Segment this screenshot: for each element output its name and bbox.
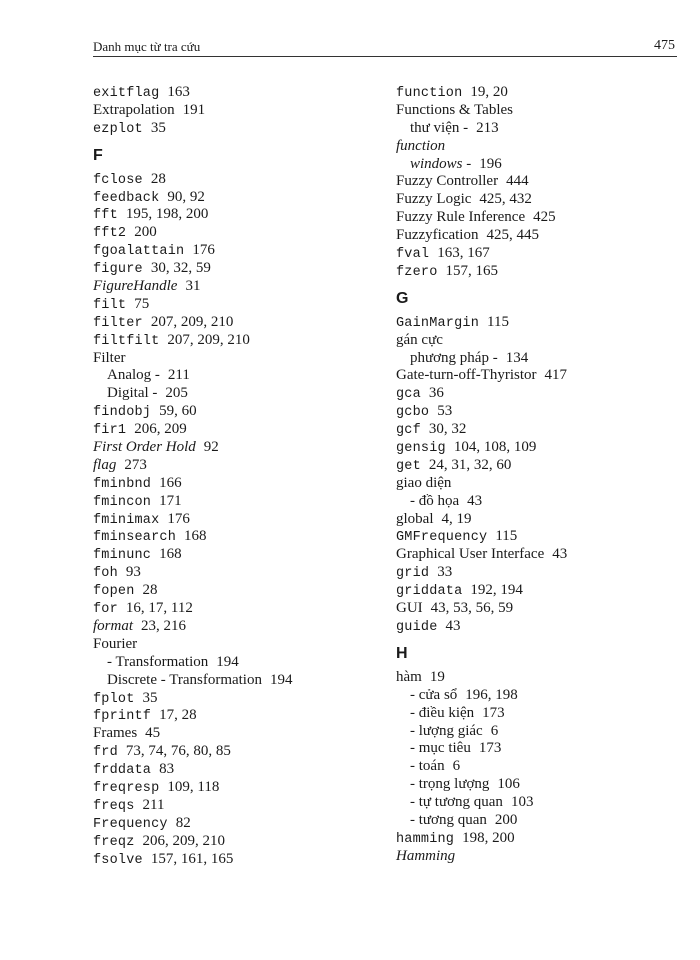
index-column-right bbox=[396, 83, 686, 865]
index-term: Fuzzyfication bbox=[396, 227, 479, 244]
index-page-refs: 19, 20 bbox=[470, 84, 508, 100]
index-term: feedback bbox=[93, 190, 160, 206]
index-page-refs: 173 bbox=[482, 704, 505, 721]
index-entry bbox=[93, 170, 383, 188]
index-term: freqz bbox=[93, 834, 135, 850]
index-entry bbox=[93, 563, 383, 581]
index-page-refs: 30, 32 bbox=[428, 421, 467, 438]
index-entry bbox=[93, 689, 383, 707]
index-page-refs: 194 bbox=[269, 671, 293, 688]
index-page-refs: 35 bbox=[142, 689, 158, 706]
index-term: fzero bbox=[396, 264, 438, 280]
index-entry bbox=[93, 653, 383, 671]
index-term: - cửa sổ bbox=[410, 686, 458, 703]
index-entry bbox=[396, 313, 686, 331]
index-page-refs: 425 bbox=[533, 209, 556, 226]
index-page-refs: 17, 28 bbox=[159, 707, 197, 724]
index-term: ezplot bbox=[93, 121, 143, 137]
index-page-refs: 191 bbox=[182, 101, 206, 118]
index-entry bbox=[396, 438, 686, 456]
index-entry bbox=[396, 847, 686, 865]
index-entry bbox=[93, 527, 383, 545]
index-page-refs: 35 bbox=[150, 119, 166, 136]
index-page-refs: 166 bbox=[159, 474, 182, 491]
index-term: Filter bbox=[93, 349, 126, 366]
index-term: gensig bbox=[396, 441, 446, 457]
index-page-refs: 211 bbox=[142, 796, 165, 813]
index-entry bbox=[396, 563, 686, 581]
index-page-refs: 206, 209 bbox=[134, 421, 187, 438]
index-entry bbox=[93, 295, 383, 313]
index-page-refs: 31 bbox=[185, 278, 201, 295]
index-term: hàm bbox=[396, 668, 422, 685]
index-page-refs: 163 bbox=[167, 84, 190, 100]
index-term: Graphical User Interface bbox=[396, 546, 545, 563]
index-term: Frequency bbox=[93, 816, 168, 832]
index-page-refs: 23, 216 bbox=[141, 617, 187, 634]
index-page-refs: 115 bbox=[487, 313, 509, 330]
index-entry bbox=[396, 172, 686, 190]
index-entry bbox=[93, 617, 383, 635]
index-page-refs: 198, 200 bbox=[462, 829, 515, 846]
index-entry bbox=[93, 545, 383, 563]
index-term: frd bbox=[93, 745, 118, 761]
index-entry bbox=[396, 545, 686, 563]
index-entry bbox=[396, 331, 686, 349]
index-term: gcf bbox=[396, 423, 421, 439]
index-page-refs: 173 bbox=[478, 740, 502, 757]
index-entry bbox=[93, 474, 383, 492]
index-term: fminunc bbox=[93, 548, 152, 564]
index-page-refs: 75 bbox=[134, 295, 150, 312]
index-column-left bbox=[93, 83, 383, 867]
index-entry bbox=[93, 850, 383, 868]
index-entry bbox=[396, 244, 686, 262]
index-entry bbox=[396, 190, 686, 208]
index-term: phương pháp - bbox=[410, 349, 498, 366]
index-entry bbox=[396, 793, 686, 811]
index-page-refs: 109, 118 bbox=[167, 778, 220, 795]
index-page-refs: 205 bbox=[165, 385, 188, 402]
index-term: FigureHandle bbox=[93, 278, 178, 295]
index-term: Frames bbox=[93, 725, 138, 742]
index-page-refs: 157, 161, 165 bbox=[150, 850, 234, 867]
index-entry bbox=[93, 778, 383, 796]
index-term: Discrete - Transformation bbox=[107, 671, 262, 688]
index-page-refs: 19 bbox=[429, 668, 445, 685]
index-page-refs: 28 bbox=[150, 170, 166, 187]
index-term: get bbox=[396, 458, 421, 474]
index-page-refs: 192, 194 bbox=[470, 582, 523, 599]
index-term: Digital - bbox=[107, 385, 158, 402]
index-entry bbox=[93, 241, 383, 259]
index-term: - điều kiện bbox=[410, 704, 475, 721]
index-entry bbox=[93, 205, 383, 223]
index-entry bbox=[396, 420, 686, 438]
index-page-refs: 115 bbox=[495, 528, 518, 545]
index-term: function bbox=[396, 86, 463, 101]
index-term: Fourier bbox=[93, 635, 138, 652]
index-entry bbox=[93, 313, 383, 331]
index-page-refs: 194 bbox=[216, 653, 239, 670]
index-entry bbox=[93, 402, 383, 420]
index-entry bbox=[396, 83, 686, 101]
index-term: global bbox=[396, 510, 434, 527]
index-letter-heading: F bbox=[93, 146, 103, 164]
index-page-refs: 4, 19 bbox=[441, 510, 472, 527]
index-page-refs: 6 bbox=[452, 758, 461, 775]
index-term: fplot bbox=[93, 691, 135, 707]
index-term: hamming bbox=[396, 831, 455, 847]
index-entry bbox=[93, 438, 383, 456]
index-entry bbox=[93, 671, 383, 689]
index-entry bbox=[93, 331, 383, 349]
index-term: Analog - bbox=[107, 367, 160, 384]
index-entry bbox=[93, 101, 383, 119]
index-term: GMFrequency bbox=[396, 530, 488, 546]
index-page-refs: 92 bbox=[203, 439, 219, 456]
index-entry bbox=[396, 757, 686, 775]
index-term: filtfilt bbox=[93, 333, 160, 349]
index-term: fft2 bbox=[93, 226, 127, 242]
index-term: Hamming bbox=[396, 847, 456, 864]
index-term: for bbox=[93, 602, 118, 618]
index-entry bbox=[93, 742, 383, 760]
index-entry bbox=[396, 456, 686, 474]
index-term: Fuzzy Controller bbox=[396, 173, 499, 190]
index-entry bbox=[396, 510, 686, 528]
index-entry bbox=[396, 829, 686, 847]
index-page-refs: 200 bbox=[134, 224, 157, 241]
index-page-refs: 207, 209, 210 bbox=[167, 331, 250, 348]
index-page-refs: 168 bbox=[159, 546, 182, 563]
index-page-refs: 45 bbox=[145, 725, 161, 742]
index-entry bbox=[396, 155, 686, 173]
index-entry bbox=[93, 223, 383, 241]
index-page-refs: 211 bbox=[167, 367, 190, 384]
index-entry bbox=[396, 739, 686, 757]
index-entry bbox=[396, 262, 686, 280]
index-entry bbox=[93, 384, 383, 402]
index-term: filter bbox=[93, 315, 143, 331]
index-entry bbox=[396, 384, 686, 402]
index-term: guide bbox=[396, 619, 438, 635]
index-term: fminbnd bbox=[93, 476, 152, 492]
index-term: fval bbox=[396, 247, 430, 263]
index-entry bbox=[93, 366, 383, 384]
index-entry bbox=[93, 760, 383, 778]
index-page-refs: 106 bbox=[497, 776, 520, 793]
index-term: function bbox=[396, 137, 446, 154]
index-entry bbox=[93, 599, 383, 617]
index-entry bbox=[93, 119, 383, 137]
index-entry bbox=[396, 101, 686, 119]
index-page-refs: 6 bbox=[490, 722, 499, 739]
index-term: grid bbox=[396, 566, 430, 582]
index-term: format bbox=[93, 617, 134, 634]
index-term: frddata bbox=[93, 763, 152, 779]
index-term: - toán bbox=[410, 758, 445, 775]
index-page-refs: 206, 209, 210 bbox=[142, 832, 226, 849]
index-page-refs: 417 bbox=[544, 367, 568, 384]
index-entry bbox=[93, 277, 383, 295]
index-entry bbox=[93, 796, 383, 814]
index-term: freqs bbox=[93, 798, 135, 814]
index-term: fsolve bbox=[93, 852, 143, 868]
index-entry bbox=[93, 706, 383, 724]
page-number: 475 bbox=[654, 38, 675, 53]
index-term: - lượng giác bbox=[410, 722, 483, 739]
index-entry bbox=[93, 832, 383, 850]
index-page-refs: 213 bbox=[476, 119, 499, 136]
index-term: fmincon bbox=[93, 494, 152, 510]
index-page-refs: 16, 17, 112 bbox=[125, 600, 193, 617]
index-page-refs: 103 bbox=[510, 794, 534, 811]
index-entry bbox=[396, 775, 686, 793]
header-title: Danh mục từ tra cứu bbox=[93, 39, 201, 54]
index-entry bbox=[396, 226, 686, 244]
index-page-refs: 43 bbox=[467, 492, 483, 509]
index-term: GUI bbox=[396, 600, 423, 617]
index-term: filt bbox=[93, 297, 127, 313]
index-page-refs: 36 bbox=[428, 385, 444, 402]
index-page-refs: 43 bbox=[552, 546, 568, 563]
index-entry bbox=[93, 259, 383, 277]
index-page-refs: 30, 32, 59 bbox=[150, 260, 211, 277]
index-page-refs: 93 bbox=[125, 564, 141, 581]
index-page-refs: 163, 167 bbox=[437, 245, 490, 262]
index-entry bbox=[396, 474, 686, 492]
page-header bbox=[93, 38, 677, 57]
index-page-refs: 83 bbox=[159, 761, 175, 778]
index-entry bbox=[93, 349, 383, 367]
index-page-refs: 207, 209, 210 bbox=[150, 313, 234, 330]
index-page-refs: 157, 165 bbox=[445, 262, 499, 279]
index-entry bbox=[396, 704, 686, 722]
index-term: - trọng lượng bbox=[410, 776, 490, 793]
index-letter-heading: G bbox=[396, 289, 409, 307]
index-entry bbox=[93, 420, 383, 438]
index-entry bbox=[93, 492, 383, 510]
index-entry bbox=[396, 137, 686, 155]
index-entry bbox=[93, 510, 383, 528]
index-page-refs: 33 bbox=[437, 564, 453, 581]
index-page-refs: 425, 432 bbox=[479, 191, 532, 208]
index-page-refs: 53 bbox=[437, 403, 453, 420]
index-entry bbox=[396, 722, 686, 740]
index-term: - Transformation bbox=[107, 653, 209, 670]
index-term: flag bbox=[93, 456, 117, 473]
index-term: fclose bbox=[93, 172, 143, 188]
index-entry bbox=[93, 456, 383, 474]
index-entry bbox=[93, 581, 383, 599]
index-term: Fuzzy Rule Inference bbox=[396, 209, 526, 226]
index-page-refs: 171 bbox=[159, 492, 182, 509]
index-term: fopen bbox=[93, 584, 135, 600]
index-term: fgoalattain bbox=[93, 244, 185, 260]
index-entry bbox=[396, 402, 686, 420]
index-term: fminimax bbox=[93, 512, 160, 528]
index-term: fprintf bbox=[93, 709, 152, 725]
index-page-refs: 176 bbox=[167, 510, 190, 527]
index-entry bbox=[396, 581, 686, 599]
index-entry bbox=[396, 811, 686, 829]
index-term: fminsearch bbox=[93, 530, 177, 546]
index-entry bbox=[93, 83, 383, 101]
index-term: exitflag bbox=[93, 86, 160, 101]
index-entry bbox=[396, 686, 686, 704]
index-entry bbox=[93, 188, 383, 206]
index-term: - tương quan bbox=[410, 811, 487, 828]
index-entry bbox=[396, 599, 686, 617]
index-term: findobj bbox=[93, 405, 152, 421]
index-page-refs: 43 bbox=[445, 617, 461, 634]
index-term: griddata bbox=[396, 584, 463, 600]
index-entry bbox=[396, 349, 686, 367]
index-term: figure bbox=[93, 262, 143, 278]
index-term: gca bbox=[396, 387, 421, 403]
index-term: gcbo bbox=[396, 405, 430, 421]
index-term: GainMargin bbox=[396, 315, 480, 331]
index-term: foh bbox=[93, 566, 118, 582]
index-page-refs: 196, 198 bbox=[465, 686, 518, 703]
index-term: thư viện - bbox=[410, 119, 469, 136]
index-page-refs: 168 bbox=[184, 528, 207, 545]
index-term: Gate-turn-off-Thyristor bbox=[396, 367, 537, 384]
index-page-refs: 59, 60 bbox=[159, 403, 197, 420]
index-page-refs: 82 bbox=[175, 814, 191, 831]
index-entry bbox=[396, 668, 686, 686]
index-page-refs: 28 bbox=[142, 582, 158, 599]
index-term: First Order Hold bbox=[93, 439, 196, 456]
index-entry bbox=[93, 814, 383, 832]
index-page-refs: 134 bbox=[505, 349, 529, 366]
index-page-refs: 444 bbox=[506, 173, 529, 190]
index-entry bbox=[396, 527, 686, 545]
index-term: - đồ họa bbox=[410, 492, 460, 509]
index-page-refs: 195, 198, 200 bbox=[125, 206, 209, 223]
index-term: fft bbox=[93, 208, 118, 224]
index-entry bbox=[396, 366, 686, 384]
index-entry bbox=[93, 724, 383, 742]
index-entry bbox=[396, 119, 686, 137]
index-page-refs: 425, 445 bbox=[486, 227, 539, 244]
index-term: - tự tương quan bbox=[410, 794, 503, 811]
index-term: Functions & Tables bbox=[396, 101, 514, 118]
index-page-refs: 200 bbox=[494, 811, 518, 828]
index-page-refs: 24, 31, 32, 60 bbox=[428, 456, 512, 473]
index-page-refs: 90, 92 bbox=[167, 188, 205, 205]
index-term: fir1 bbox=[93, 423, 127, 439]
index-term: Extrapolation bbox=[93, 101, 175, 118]
index-term: - mục tiêu bbox=[410, 740, 471, 757]
index-entry bbox=[396, 208, 686, 226]
index-entry bbox=[93, 635, 383, 653]
index-term: gán cực bbox=[396, 331, 443, 348]
index-page-refs: 73, 74, 76, 80, 85 bbox=[125, 743, 231, 760]
index-term: Fuzzy Logic bbox=[396, 191, 472, 208]
index-entry bbox=[396, 492, 686, 510]
index-page-refs: 273 bbox=[124, 456, 147, 473]
index-page-refs: 176 bbox=[192, 242, 215, 259]
index-page-refs: 196 bbox=[479, 155, 502, 172]
index-page-refs: 104, 108, 109 bbox=[453, 439, 537, 456]
index-term: freqresp bbox=[93, 780, 160, 796]
index-term: giao diện bbox=[396, 474, 452, 491]
index-term: windows - bbox=[410, 155, 472, 172]
index-letter-heading: H bbox=[396, 644, 408, 662]
index-entry bbox=[396, 617, 686, 635]
index-page-refs: 43, 53, 56, 59 bbox=[430, 600, 514, 617]
